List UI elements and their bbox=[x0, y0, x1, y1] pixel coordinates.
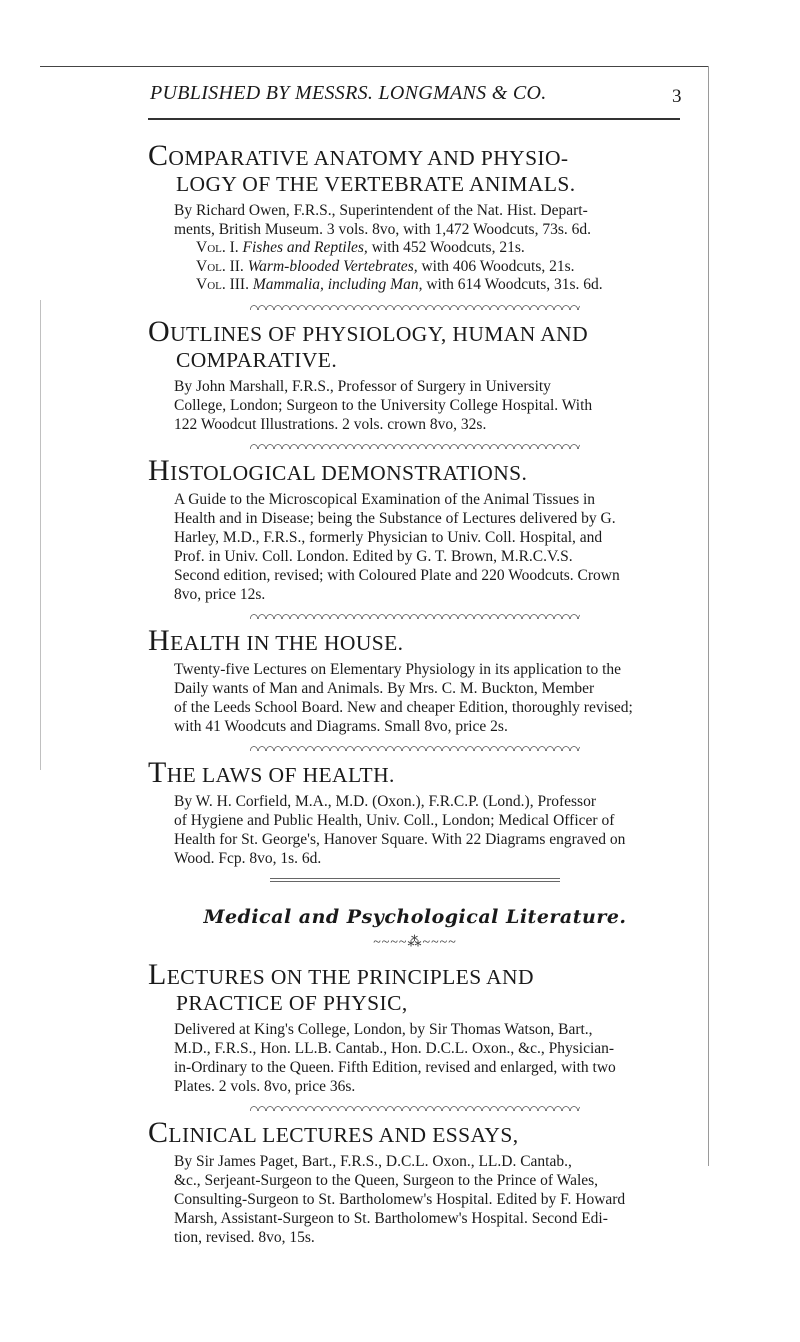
entry-laws-of-health bbox=[148, 755, 682, 868]
entry-clinical-lectures bbox=[148, 1115, 682, 1247]
drop-initial: C bbox=[148, 1115, 169, 1149]
volume-line: Vol. III. Mammalia, including Man, with 614 Woodcuts, 31s. 6d. bbox=[196, 276, 603, 293]
entry-title: HISTOLOGICAL DEMONSTRATIONS. bbox=[148, 453, 528, 487]
entry-title: THE LAWS OF HEALTH. bbox=[148, 755, 395, 789]
drop-initial: H bbox=[148, 623, 171, 657]
page-number: 3 bbox=[672, 86, 682, 107]
page-content bbox=[148, 128, 682, 1247]
entry-title: COMPARATIVE ANATOMY AND PHYSIO- LOGY OF THE VERTEBRATE ANIMALS. bbox=[148, 139, 576, 196]
double-rule-divider bbox=[270, 878, 560, 882]
entry-title: HEALTH IN THE HOUSE. bbox=[148, 623, 404, 657]
left-frame-rule bbox=[40, 300, 41, 770]
entry-outlines-physiology bbox=[148, 314, 682, 434]
entry-histological-demonstrations bbox=[148, 453, 682, 604]
section-heading: Medical and Psychological Literature. bbox=[203, 905, 627, 928]
volume-list bbox=[148, 239, 682, 295]
entry-title: LECTURES ON THE PRINCIPLES AND PRACTICE OF PHYSIC, bbox=[148, 957, 534, 1015]
wavy-divider bbox=[250, 612, 580, 619]
entry-body: A Guide to the Microscopical Examination of the Animal Tissues in Health and in Disease; being the Substance of Lectures delivered by G. Harley, M.D., F.R.S., formerly Physician to Univ. Coll. Hospital, and Prof. in Univ. Coll. London. Edited by G. T. Brown, M.R.C.V.S. Second edition, revised; with Coloured Plate and 220 Woodcuts. Crown 8vo, price 12s. bbox=[174, 490, 620, 603]
drop-initial: C bbox=[148, 139, 169, 172]
entry-title: CLINICAL LECTURES AND ESSAYS, bbox=[148, 1115, 519, 1149]
drop-initial: T bbox=[148, 755, 167, 789]
right-frame-rule bbox=[708, 66, 709, 1166]
entry-body: By John Marshall, F.R.S., Professor of Surgery in University College, London; Surgeon to the University College Hospital. With 122 Woodcut Illustrations. 2 vols. crown 8vo, 32s. bbox=[174, 377, 593, 433]
entry-body: Delivered at King's College, London, by Sir Thomas Watson, Bart., M.D., F.R.S., Hon. LL.B. Cantab., Hon. D.C.L. Oxon., &c., Physician- in-Ordinary to the Queen. Fifth Edition, revised and enlarged, with two Plates. 2 vols. 8vo, price 36s. bbox=[174, 1020, 616, 1095]
entry-lectures-physic bbox=[148, 957, 682, 1096]
volume-line: Vol. I. Fishes and Reptiles, with 452 Woodcuts, 21s. bbox=[196, 239, 525, 256]
entry-body: By Richard Owen, F.R.S., Superintendent of the Nat. Hist. Depart- ments, British Museum. 3 vols. 8vo, with 1,472 Woodcuts, 73s. 6d. bbox=[174, 202, 591, 238]
drop-initial: H bbox=[148, 453, 171, 487]
drop-initial: O bbox=[148, 314, 171, 348]
top-page-rule bbox=[40, 66, 708, 67]
entry-body: By W. H. Corfield, M.A., M.D. (Oxon.), F.R.C.P. (Lond.), Professor of Hygiene and Public Health, Univ. Coll., London; Medical Officer of Health for St. George's, Hanover Square. With 22 Diagrams engraved on Wood. Fcp. 8vo, 1s. 6d. bbox=[174, 792, 626, 867]
wavy-divider bbox=[250, 1104, 580, 1111]
wavy-divider bbox=[250, 744, 580, 751]
entry-body: Twenty-five Lectures on Elementary Physiology in its application to the Daily wants of Man and Animals. By Mrs. C. M. Buckton, Member of the Leeds School Board. New and cheaper Edition, thoroughly revised; with 41 Woodcuts and Diagrams. Small 8vo, price 2s. bbox=[174, 660, 633, 735]
entry-title: OUTLINES OF PHYSIOLOGY, HUMAN AND COMPARATIVE. bbox=[148, 314, 589, 372]
wavy-divider bbox=[250, 442, 580, 449]
entry-body: By Sir James Paget, Bart., F.R.S., D.C.L. Oxon., LL.D. Cantab., &c., Serjeant-Surgeon to the Queen, Surgeon to the Prince of Wales, Consulting-Surgeon to St. Bartholomew's Hospital. Edited by F. Howard Marsh, Assistant-Surgeon to St. Bartholomew's Hospital. Second Edi- tion, revised. 8vo, 15s. bbox=[174, 1152, 626, 1246]
ornament-flourish: ~~~~⁂~~~~ bbox=[373, 934, 457, 950]
entry-health-in-the-house bbox=[148, 623, 682, 736]
drop-initial: L bbox=[148, 957, 167, 991]
wavy-divider bbox=[250, 303, 580, 310]
running-head: PUBLISHED BY MESSRS. LONGMANS & CO. bbox=[150, 82, 547, 104]
entry-comparative-anatomy bbox=[148, 139, 682, 295]
header-rule bbox=[148, 118, 680, 120]
volume-line: Vol. II. Warm-blooded Vertebrates, with 406 Woodcuts, 21s. bbox=[196, 257, 575, 275]
